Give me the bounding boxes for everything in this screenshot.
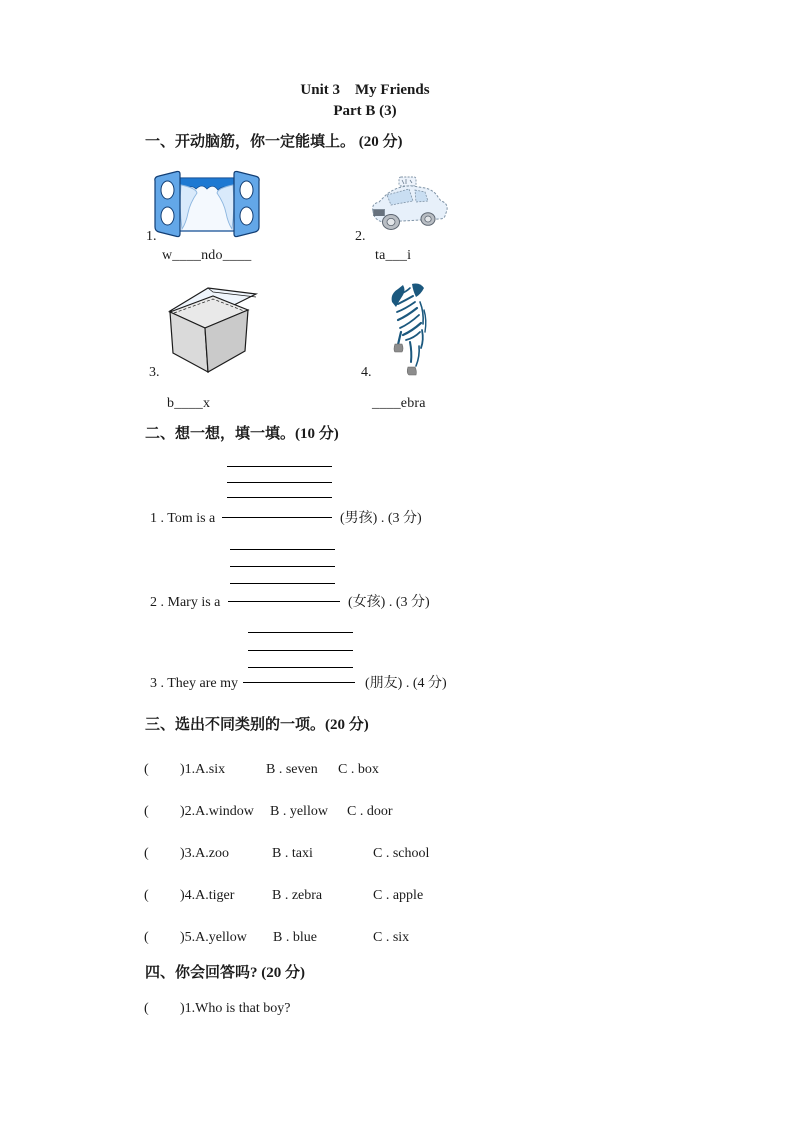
writing-line xyxy=(227,466,332,467)
writing-line xyxy=(248,632,353,633)
mc-row-4 xyxy=(0,888,793,906)
option-c: C . apple xyxy=(373,888,424,903)
sentence-3-suffix: (朋友) . (4 分) xyxy=(365,676,447,691)
question-text: )1.Who is that boy? xyxy=(180,1001,291,1016)
answer-paren: ( xyxy=(144,930,149,945)
writing-line xyxy=(230,549,335,550)
sentence-1-prefix: 1 . Tom is a xyxy=(150,511,216,526)
item4-number: 4. xyxy=(361,365,372,380)
option-a: )3.A.zoo xyxy=(180,846,229,861)
answer-paren: ( xyxy=(144,762,149,777)
option-a: )2.A.window xyxy=(180,804,254,819)
sentence-2-suffix: (女孩) . (3 分) xyxy=(348,595,430,610)
window-illustration xyxy=(152,170,262,240)
writing-lines-group-1 xyxy=(227,466,332,500)
writing-line xyxy=(227,497,332,498)
answer-paren: ( xyxy=(144,1001,149,1016)
section2-heading: 二、想一想，填一填。(10 分) xyxy=(145,426,339,442)
option-c: C . school xyxy=(373,846,430,861)
item1-number: 1. xyxy=(146,229,157,244)
answer-blank xyxy=(228,601,340,602)
item3-number: 3. xyxy=(149,365,160,380)
option-c: C . six xyxy=(373,930,410,945)
writing-line xyxy=(230,583,335,584)
option-b: B . seven xyxy=(266,762,318,777)
sentence-1-suffix: (男孩) . (3 分) xyxy=(340,511,422,526)
sentence-3-prefix: 3 . They are my xyxy=(150,676,238,691)
page-title: Unit 3 My Friends xyxy=(300,82,430,98)
option-b: B . taxi xyxy=(272,846,313,861)
writing-line xyxy=(227,482,332,483)
section1-heading: 一、开动脑筋，你一定能填上。 (20 分) xyxy=(145,134,403,150)
answer-paren: ( xyxy=(144,846,149,861)
writing-line xyxy=(230,566,335,567)
mc-row-2 xyxy=(0,804,793,822)
page-subtitle: Part B (3) xyxy=(333,103,397,119)
sentence-2 xyxy=(0,595,793,613)
zebra-illustration xyxy=(386,282,435,379)
item4-word-blank: ____ebra xyxy=(372,396,426,411)
option-b: B . yellow xyxy=(270,804,328,819)
taxi-illustration xyxy=(366,174,452,234)
answer-blank xyxy=(222,517,332,518)
option-b: B . zebra xyxy=(272,888,323,903)
item2-word-blank: ta___i xyxy=(375,248,412,263)
mc-row-5 xyxy=(0,930,793,948)
option-a: )5.A.yellow xyxy=(180,930,247,945)
item1-word-blank: w____ndo____ xyxy=(162,248,252,263)
section3-heading: 三、选出不同类别的一项。(20 分) xyxy=(145,717,369,733)
option-a: )4.A.tiger xyxy=(180,888,235,903)
sentence-3 xyxy=(0,676,793,694)
section4-heading: 四、你会回答吗? (20 分) xyxy=(145,965,305,981)
sentence-1 xyxy=(0,511,793,529)
option-c: C . door xyxy=(347,804,393,819)
writing-lines-group-3 xyxy=(248,632,353,669)
writing-line xyxy=(248,650,353,651)
mc-row-1 xyxy=(0,762,793,780)
writing-line xyxy=(248,667,353,668)
option-a: )1.A.six xyxy=(180,762,226,777)
answer-blank xyxy=(243,682,355,683)
option-c: C . box xyxy=(338,762,379,777)
item3-word-blank: b____x xyxy=(167,396,211,411)
writing-lines-group-2 xyxy=(230,549,335,585)
question-row-1 xyxy=(0,1001,793,1019)
item2-number: 2. xyxy=(355,229,366,244)
option-b: B . blue xyxy=(273,930,317,945)
answer-paren: ( xyxy=(144,888,149,903)
mc-row-3 xyxy=(0,846,793,864)
answer-paren: ( xyxy=(144,804,149,819)
box-illustration xyxy=(158,280,260,375)
sentence-2-prefix: 2 . Mary is a xyxy=(150,595,221,610)
